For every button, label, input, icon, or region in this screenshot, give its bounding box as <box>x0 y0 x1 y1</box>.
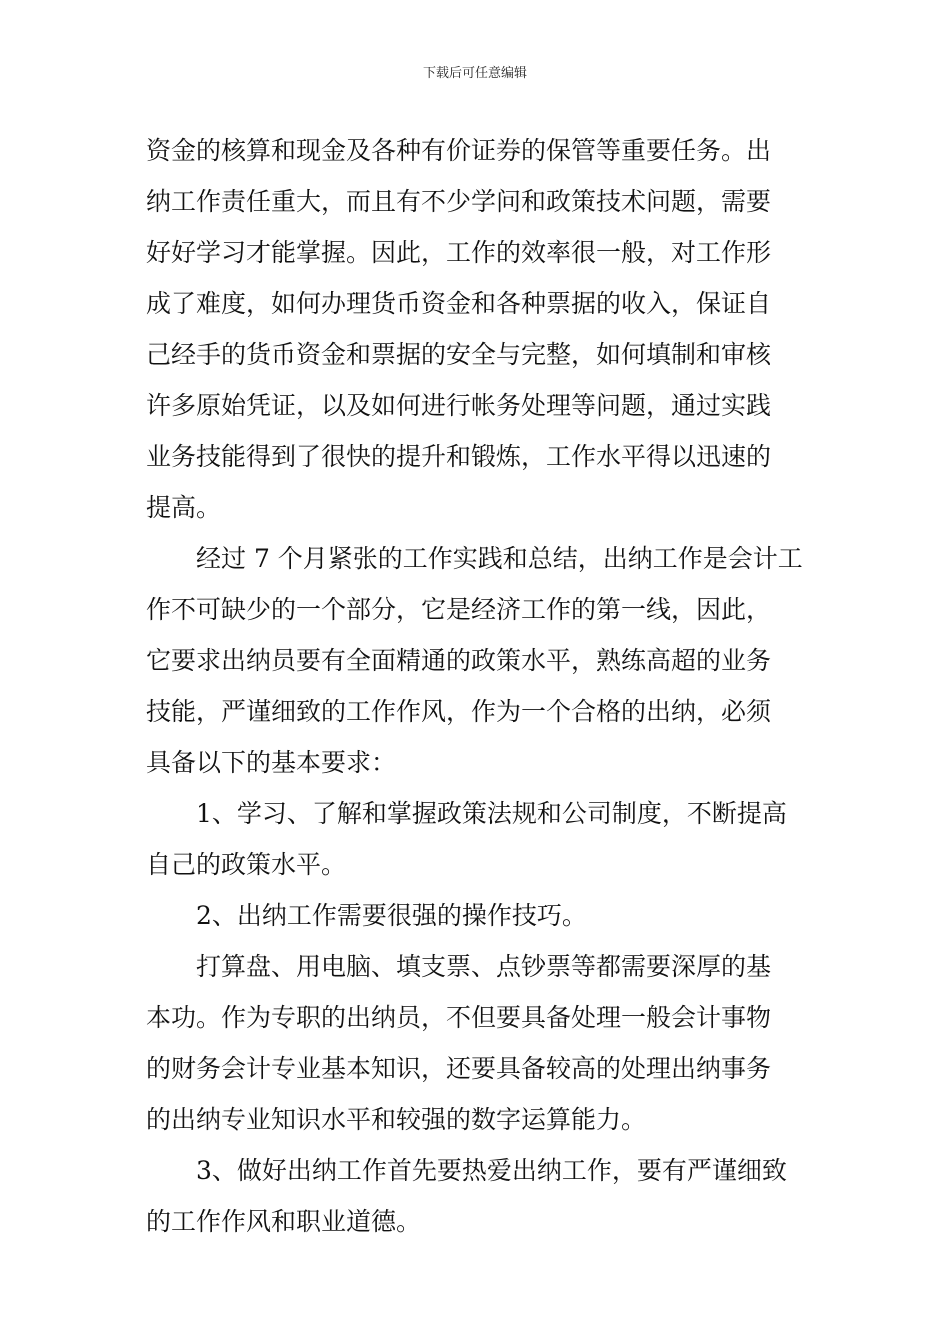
paragraph-1 <box>146 125 808 533</box>
text-line: 它要求出纳员要有全面精通的政策水平，熟练高超的业务 <box>146 646 772 675</box>
text-line: 纳工作责任重大，而且有不少学问和政策技术问题，需要 <box>146 187 772 216</box>
paragraph-6 <box>146 1145 808 1247</box>
paragraph-5 <box>146 941 808 1145</box>
text-line: 好好学习才能掌握。因此，工作的效率很一般，对工作形 <box>146 238 772 267</box>
text-line: 作不可缺少的一个部分，它是经济工作的第一线，因此， <box>146 595 772 624</box>
paragraph-2 <box>146 533 808 788</box>
text-line: 资金的核算和现金及各种有价证券的保管等重要任务。出 <box>146 136 772 165</box>
text-line: 的出纳专业知识水平和较强的数字运算能力。 <box>146 1105 647 1134</box>
page-header: 下载后可任意编辑 <box>422 66 527 81</box>
text-line: 自己的政策水平。 <box>146 850 347 879</box>
text-line: 业务技能得到了很快的提升和锻炼，工作水平得以迅速的 <box>146 442 772 471</box>
text-line: 的财务会计专业基本知识，还要具备较高的处理出纳事务 <box>146 1054 772 1083</box>
text-line: 经过 7 个月紧张的工作实践和总结，出纳工作是会计工 <box>196 544 803 573</box>
text-line: 3、做好出纳工作首先要热爱出纳工作，要有严谨细致 <box>196 1156 787 1185</box>
text-line: 技能，严谨细致的工作作风，作为一个合格的出纳，必须 <box>146 697 772 726</box>
text-line: 具备以下的基本要求： <box>146 748 397 777</box>
paragraph-3 <box>146 788 808 890</box>
text-line: 成了难度，如何办理货币资金和各种票据的收入，保证自 <box>146 289 772 318</box>
text-line: 本功。作为专职的出纳员，不但要具备处理一般会计事物 <box>146 1003 772 1032</box>
paragraph-4 <box>146 890 808 941</box>
text-line: 己经手的货币资金和票据的安全与完整，如何填制和审核 <box>146 340 772 369</box>
text-line: 提高。 <box>146 493 222 522</box>
text-line: 的工作作风和职业道德。 <box>146 1207 422 1236</box>
text-line: 1、学习、了解和掌握政策法规和公司制度，不断提高 <box>196 799 787 828</box>
text-line: 打算盘、用电脑、填支票、点钞票等都需要深厚的基 <box>196 952 772 981</box>
text-line: 2、出纳工作需要很强的操作技巧。 <box>196 901 587 930</box>
text-line: 许多原始凭证，以及如何进行帐务处理等问题，通过实践 <box>146 391 772 420</box>
document-body <box>146 125 808 1247</box>
